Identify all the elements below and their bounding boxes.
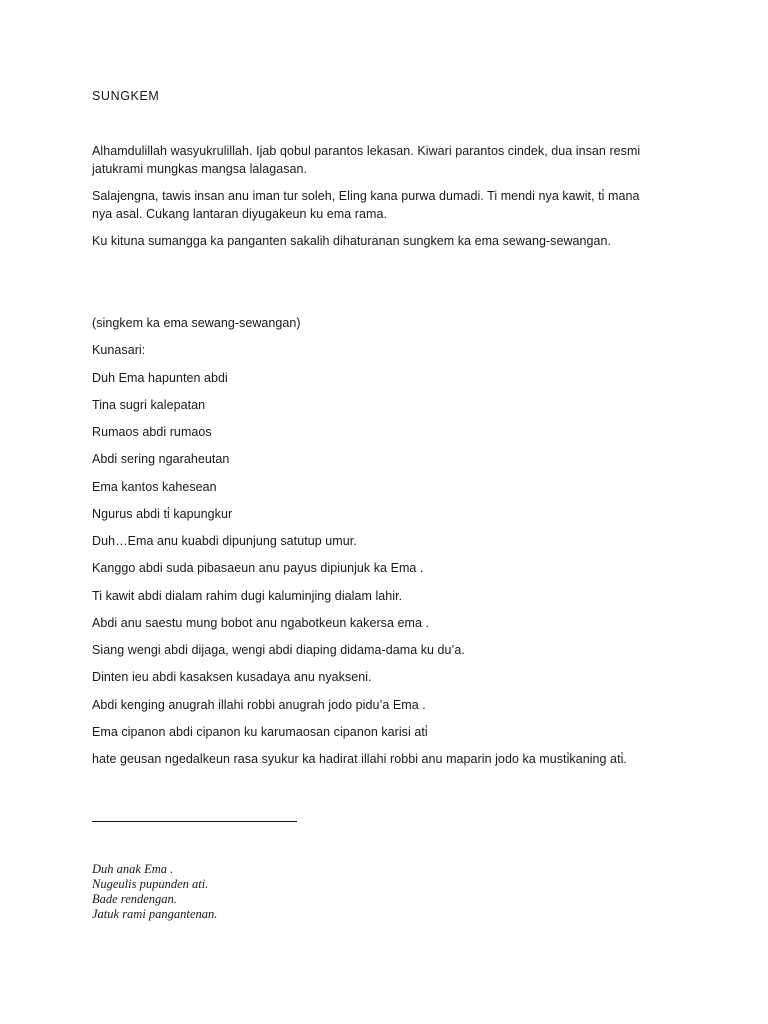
verse-line: Ngurus abdi ti̇ kapungkur [92,507,233,521]
verse-line: Duh Ema hapunten abdi [92,371,228,385]
reply-line: Nugeulis pupunden ati. [92,877,209,891]
verse-line: Rumaos abdi rumaos [92,425,212,439]
intro-line: Ku kituna sumangga ka panganten sakalih dihaturanan sungkem ka ema sewang-sewangan. [92,234,612,248]
verse-line: Siang wengi abdi dijaga, wengi abdi diaping didama-dama ku du’a. [92,643,465,657]
intro-line: jatukrami mungkas mangsa lalagasan. [92,162,308,176]
verse-line: Ti kawit abdi dialam rahim dugi kaluminjing dialam lahir. [92,589,403,603]
speaker-label: Kunasari: [92,343,146,357]
verse-line: Ema cipanon abdi cipanon ku karumaosan cipanon karisi ati̇ [92,725,428,739]
intro-line: Alhamdulillah wasyukrulillah. Ijab qobul parantos lekasan. Kiwari parantos cindek, dua insan resmi [92,144,641,158]
verse-line: Dinten ieu abdi kasaksen kusadaya anu nyakseni. [92,670,372,684]
verse-line: Abdi sering ngaraheutan [92,452,230,466]
verse-line: Tina sugri kalepatan [92,398,206,412]
intro-line: nya asal. Cukang lantaran diyugakeun ku ema rama. [92,207,387,221]
verse-line: Abdi kenging anugrah illahi robbi anugrah jodo pidu’a Ema . [92,698,426,712]
verse-line: Abdi anu saestu mung bobot anu ngabotkeun kakersa ema . [92,616,430,630]
reply-line: Jatuk rami pangantenan. [92,907,218,921]
reply-line: Bade rendengan. [92,892,177,906]
instruction-text: (singkem ka ema sewang-sewangan) [92,316,301,330]
document-title: SUNGKEM [92,89,160,103]
divider-line [92,821,297,822]
verse-line: Ema kantos kahesean [92,480,217,494]
verse-line: Kanggo abdi suda pibasaeun anu payus dipiunjuk ka Ema . [92,561,424,575]
verse-line: hate geusan ngedalkeun rasa syukur ka hadirat illahi robbi anu maparin jodo ka musti̇kaning ati̇. [92,752,627,766]
reply-line: Duh anak Ema . [92,862,174,876]
intro-line: Salajengna, tawis insan anu iman tur soleh, Eling kana purwa dumadi. Ti mendi nya kawit, ti̇ mana [92,189,640,203]
verse-line: Duh…Ema anu kuabdi dipunjung satutup umur. [92,534,357,548]
